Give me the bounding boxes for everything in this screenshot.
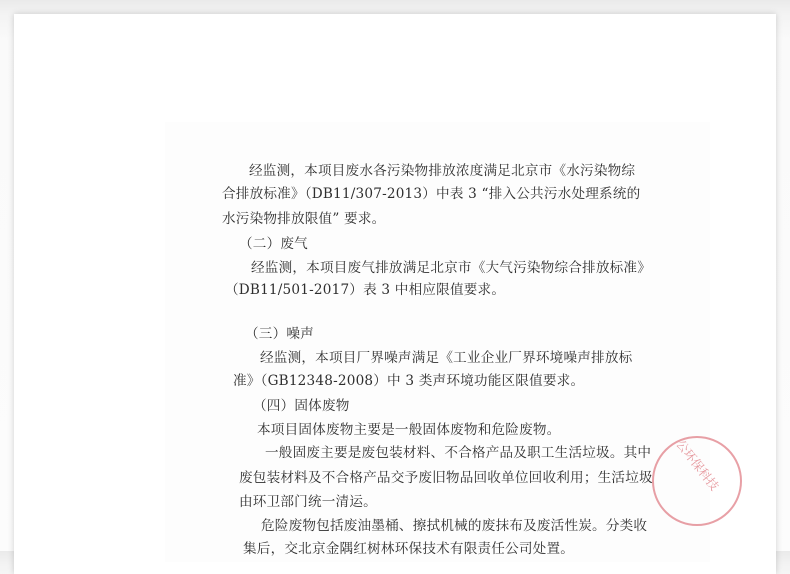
stamp-lettering: 公环保科技 [673,437,722,494]
section-heading: （四）固体废物 [253,398,350,414]
paragraph-line: 合排放标准》（DB11/307-2013）中表 3 “排入公共污水处理系统的 [222,186,641,202]
section-heading: （三）噪声 [245,326,314,342]
paragraph-line: 准》（GB12348-2008）中 3 类声环境功能区限值要求。 [233,373,585,389]
paragraph-line: 经监测，本项目废水各污染物排放浓度满足北京市《水污染物综 [249,163,636,179]
paragraph-line: 危险废物包括废油墨桶、擦拭机械的废抹布及废活性炭。分类收 [261,518,648,534]
red-seal-stamp [652,436,742,526]
paragraph-line: 经监测，本项目厂界噪声满足《工业企业厂界环境噪声排放标 [260,350,633,366]
paragraph-line: 由环卫部门统一清运。 [239,494,377,510]
paragraph-line: （DB11/501-2017）表 3 中相应限值要求。 [225,282,506,298]
paragraph-line: 一般固废主要是废包装材料、不合格产品及职工生活垃圾。其中 [265,445,652,461]
paragraph-line: 本项目固体废物主要是一般固体废物和危险废物。 [257,422,561,438]
paragraph-line: 集后，交北京金隅红树林环保技术有限责任公司处置。 [243,541,575,557]
paragraph-line: 经监测，本项目废气排放满足北京市《大气污染物综合排放标准》 [251,260,652,276]
paragraph-line: 水污染物排放限值” 要求。 [222,211,386,227]
section-heading: （二）废气 [239,236,308,252]
paragraph-line: 废包装材料及不合格产品交予废旧物品回收单位回收利用；生活垃圾 [239,470,653,486]
scanned-document [165,122,710,562]
